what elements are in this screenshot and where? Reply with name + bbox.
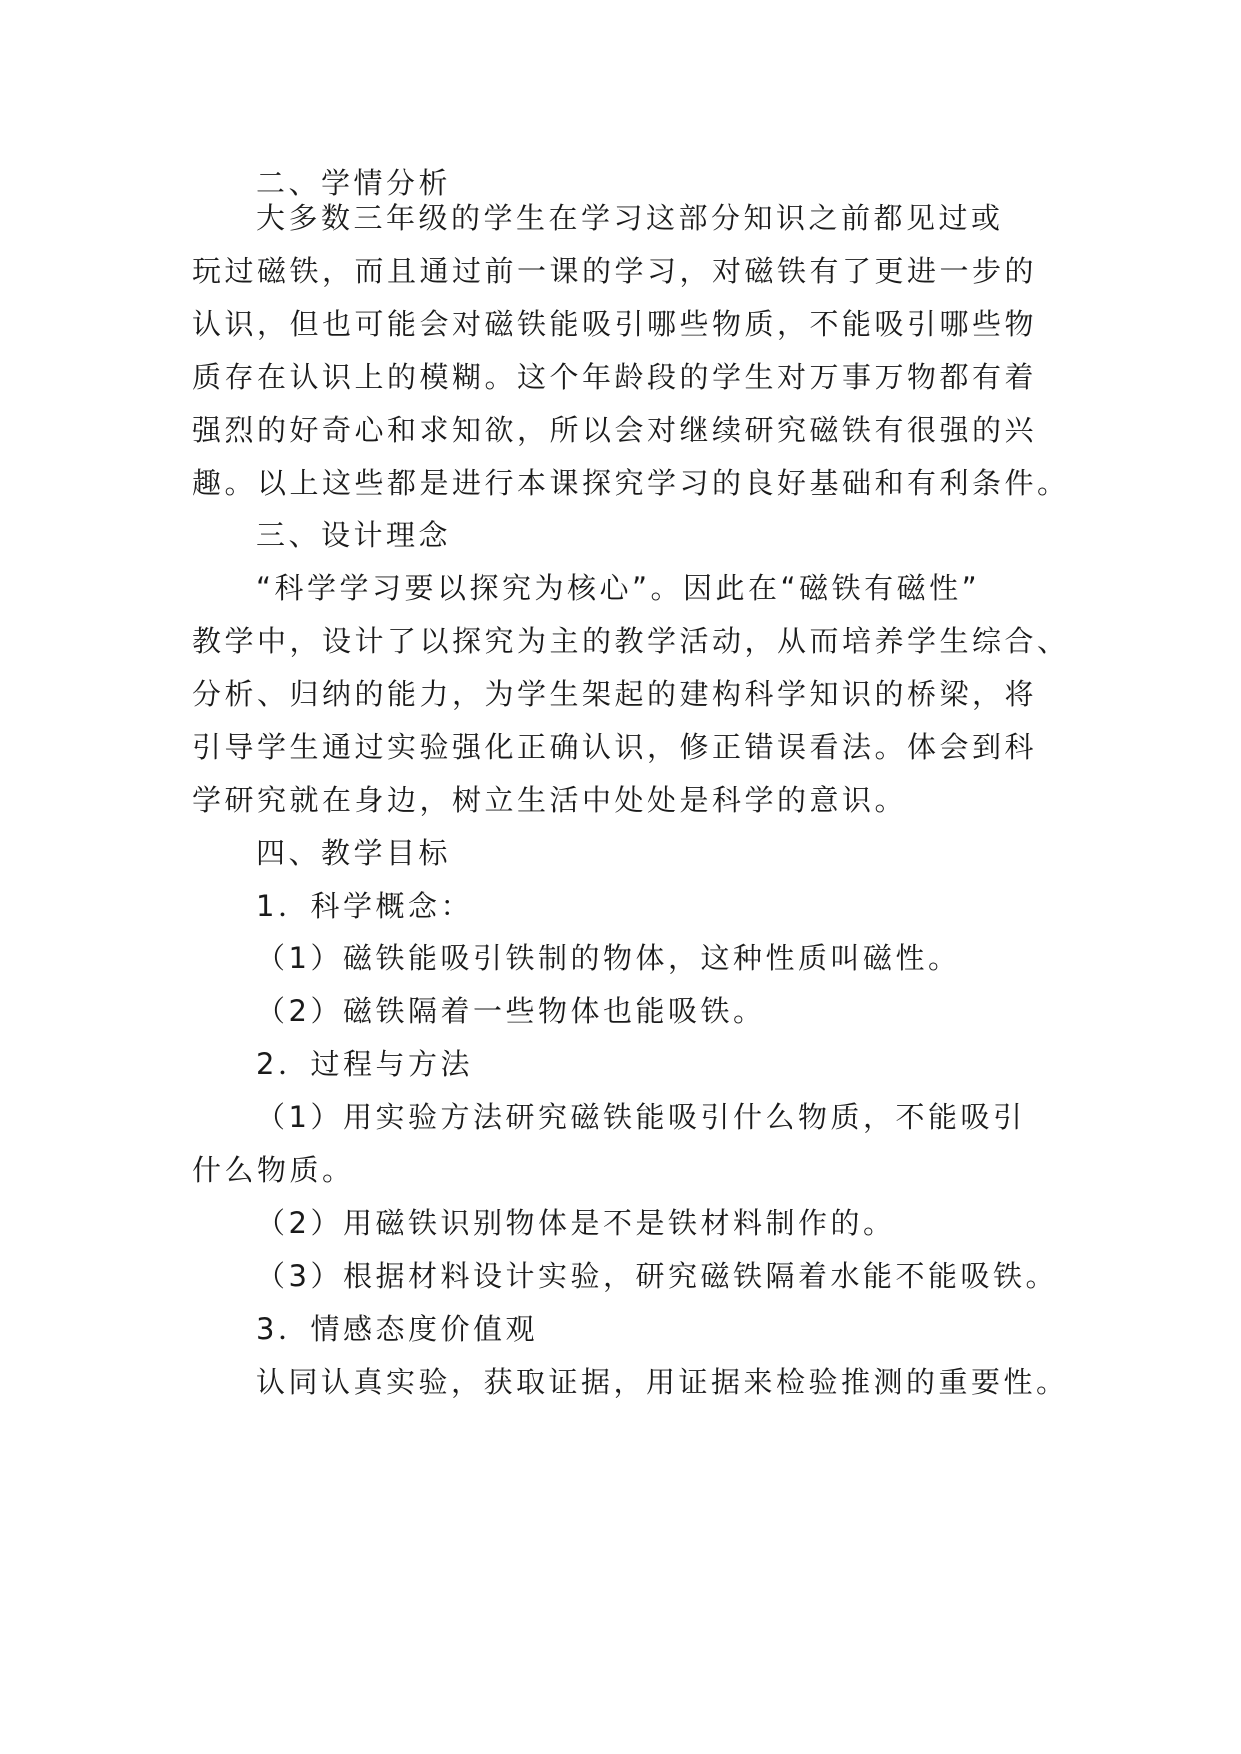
paragraph-line: 玩过磁铁，而且通过前一课的学习，对磁铁有了更进一步的 <box>192 254 1038 288</box>
paragraph-line: 质存在认识上的模糊。这个年龄段的学生对万事万物都有着 <box>192 360 1038 394</box>
subheading: 2．过程与方法 <box>256 1047 473 1081</box>
section-heading: 二、学情分析 <box>256 166 452 200</box>
paragraph-line: “科学学习要以探究为核心”。因此在“磁铁有磁性” <box>256 571 981 605</box>
list-item-continuation: 什么物质。 <box>192 1153 355 1187</box>
subheading: 1．科学概念： <box>256 889 473 923</box>
paragraph-line: 强烈的好奇心和求知欲，所以会对继续研究磁铁有很强的兴 <box>192 413 1038 447</box>
paragraph-line: 认识，但也可能会对磁铁能吸引哪些物质，不能吸引哪些物 <box>192 307 1038 341</box>
paragraph-line: 趣。以上这些都是进行本课探究学习的良好基础和有利条件。 <box>192 466 1070 500</box>
section-heading: 三、设计理念 <box>256 518 452 552</box>
paragraph-line: 分析、归纳的能力，为学生架起的建构科学知识的桥梁，将 <box>192 677 1038 711</box>
list-item: （1）磁铁能吸引铁制的物体，这种性质叫磁性。 <box>256 941 961 975</box>
list-item: （3）根据材料设计实验，研究磁铁隔着水能不能吸铁。 <box>256 1259 1058 1293</box>
list-item: （2）磁铁隔着一些物体也能吸铁。 <box>256 994 766 1028</box>
subheading: 3．情感态度价值观 <box>256 1312 538 1346</box>
paragraph-line: 学研究就在身边，树立生活中处处是科学的意识。 <box>192 783 908 817</box>
paragraph-line: 引导学生通过实验强化正确认识，修正错误看法。体会到科 <box>192 730 1038 764</box>
list-item: （2）用磁铁识别物体是不是铁材料制作的。 <box>256 1206 896 1240</box>
list-item: （1）用实验方法研究磁铁能吸引什么物质，不能吸引 <box>256 1100 1026 1134</box>
paragraph-line: 教学中，设计了以探究为主的教学活动，从而培养学生综合、 <box>192 624 1070 658</box>
paragraph-line: 大多数三年级的学生在学习这部分知识之前都见过或 <box>256 201 1004 235</box>
section-heading: 四、教学目标 <box>256 836 452 870</box>
paragraph-line: 认同认真实验，获取证据，用证据来检验推测的重要性。 <box>256 1365 1069 1399</box>
